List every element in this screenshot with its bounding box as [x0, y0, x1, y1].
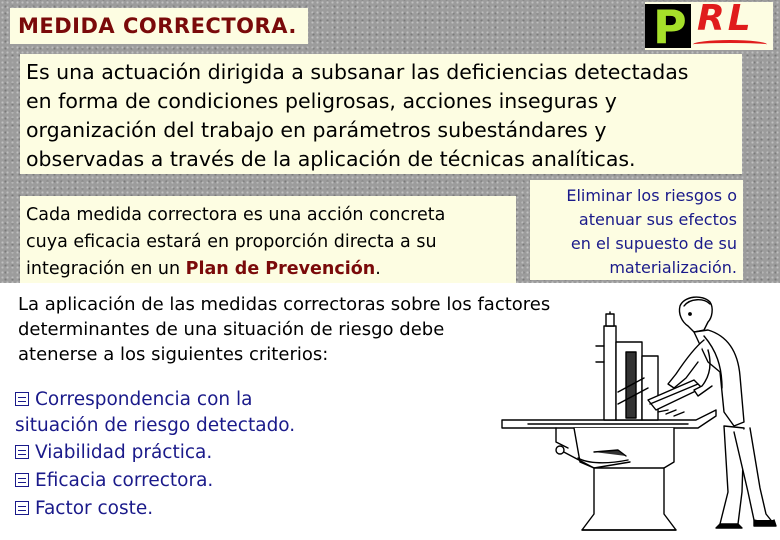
criteria-item-correspondencia [15, 387, 375, 439]
striped-square-icon [15, 473, 29, 487]
cada-line-3-post: . [375, 259, 381, 279]
logo-p-block [645, 0, 691, 54]
plan-de-prevencion-text: Plan de Prevención [185, 259, 376, 279]
logo-rl-letters: RL [697, 0, 754, 39]
criteria-list [15, 387, 375, 523]
criteria-item-4: Factor coste. [35, 498, 154, 519]
criteria-item-3: Eficacia correctora. [35, 470, 214, 491]
cada-line-1: Cada medida correctora es una acción concreta [26, 205, 446, 225]
definition-box [20, 54, 742, 174]
cada-line-3 [26, 256, 510, 283]
definition-line-1: Es una actuación dirigida a subsanar las deficiencias detectadas [26, 60, 689, 84]
criteria-item-1-line-1: Correspondencia con la [35, 389, 253, 410]
prl-logo [645, 0, 773, 54]
definition-line-3: organización del trabajo en parámetros subestándares y [26, 118, 607, 142]
saw-machine-worker-illustration [498, 292, 778, 536]
cada-line-3-pre: integración en un [26, 259, 186, 279]
cada-medida-box [20, 196, 516, 284]
logo-p-letter: P [653, 0, 687, 54]
eliminar-riesgos-box [530, 180, 743, 280]
eliminar-line-4: materialización. [609, 258, 737, 277]
criteria-item-1-line-2: situación de riesgo detectado. [15, 415, 296, 436]
logo-swoosh-icon [693, 40, 767, 49]
criteria-intro-line-1: La aplicación de las medidas correctoras sobre los factores [18, 294, 551, 315]
striped-square-icon [15, 392, 29, 406]
criteria-item-2: Viabilidad práctica. [35, 442, 213, 463]
striped-square-icon [15, 445, 29, 459]
striped-square-icon [15, 501, 29, 515]
eliminar-line-1: Eliminar los riesgos o [566, 186, 737, 205]
criteria-item-eficacia [15, 467, 375, 495]
criteria-item-viabilidad [15, 439, 375, 467]
title-box [10, 8, 308, 44]
definition-line-2: en forma de condiciones peligrosas, acciones inseguras y [26, 89, 617, 113]
criteria-item-coste [15, 495, 375, 523]
eliminar-line-3: en el supuesto de su [570, 234, 737, 253]
cada-line-2: cuya eficacia estará en proporción directa a su [26, 232, 437, 252]
criteria-intro-line-2: determinantes de una situación de riesgo debe [18, 319, 445, 340]
definition-line-4: observadas a través de la aplicación de técnicas analíticas. [26, 147, 636, 171]
page-title: MEDIDA CORRECTORA. [18, 14, 297, 38]
criteria-intro-line-3: atenerse a los siguientes criterios: [18, 344, 329, 365]
eliminar-line-2: atenuar sus efectos [578, 210, 737, 229]
